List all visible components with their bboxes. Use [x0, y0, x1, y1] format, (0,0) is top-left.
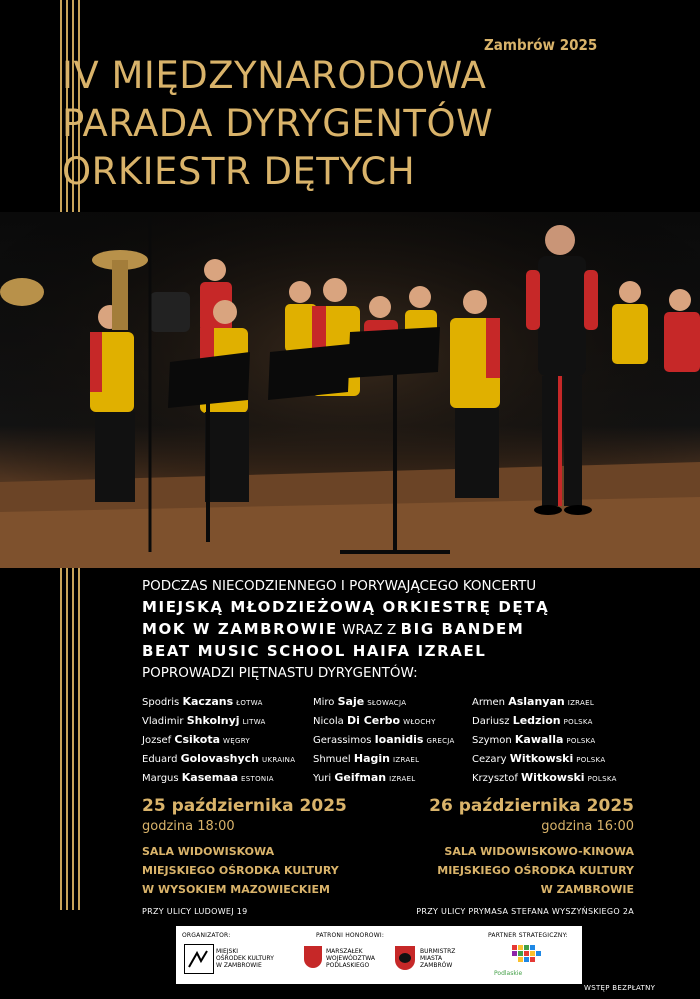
big-band-name: BIG BANDEM: [400, 620, 525, 638]
venue-street: PRZY ULICY LUDOWEJ 19: [142, 907, 248, 916]
conductors-column-1: [142, 693, 295, 788]
conductor-entry: [142, 769, 295, 788]
conductor-country: POLSKA: [566, 737, 596, 745]
conductors-column-2: [313, 693, 455, 788]
sponsors-footer: [176, 926, 582, 984]
event-wysokie: [142, 794, 347, 921]
conductor-entry: [142, 712, 295, 731]
title-line-1: IV MIĘDZYNARODOWA: [62, 54, 487, 97]
title-line-3: ORKIESTR DĘTYCH: [62, 150, 416, 193]
podlaskie-coat-of-arms-icon: [304, 946, 322, 968]
venue-line-3: W ZAMBROWIE: [540, 883, 634, 896]
venue-line-3: W WYSOKIEM MAZOWIECKIEM: [142, 883, 330, 896]
conductor-last-name: Ledzion: [512, 714, 561, 727]
conductor-entry: [472, 750, 617, 769]
conductor-first-name: Yuri: [313, 773, 335, 784]
conductor-entry: [142, 693, 295, 712]
conductor-first-name: Margus: [142, 773, 182, 784]
conductor-last-name: Csikota: [174, 733, 221, 746]
conductor-last-name: Hagin: [353, 752, 390, 765]
intro-line-3: [142, 619, 622, 641]
institution-name: MOK W ZAMBROWIE: [142, 620, 338, 638]
venue-street: PRZY ULICY PRYMASA STEFANA WYSZYŃSKIEGO 2A: [416, 907, 634, 916]
conductor-first-name: Jozsef: [142, 735, 175, 746]
venue-line-2: MIEJSKIEGO OŚRODKA KULTURY: [437, 864, 634, 877]
patron-2-name: BURMISTRZ MIASTA ZAMBRÓW: [420, 948, 456, 969]
organizer-name: MIEJSKI OŚRODEK KULTURY W ZAMBROWIE: [216, 948, 274, 969]
conductor-last-name: Shkolnyj: [186, 714, 240, 727]
conductor-first-name: Vladimir: [142, 716, 187, 727]
conductor-last-name: Witkowski: [521, 771, 585, 784]
conductor-country: WŁOCHY: [403, 718, 436, 726]
conductor-country: POLSKA: [587, 775, 617, 783]
intro-line-5: POPROWADZI PIĘTNASTU DYRYGENTÓW:: [142, 665, 418, 681]
conductor-entry: [313, 731, 455, 750]
venue-line-1: SALA WIDOWISKOWO-KINOWA: [444, 845, 634, 858]
venue-line-2: MIEJSKIEGO OŚRODKA KULTURY: [142, 864, 339, 877]
partner-name: Podlaskie: [494, 970, 523, 977]
conductor-entry: [472, 712, 617, 731]
conductor-country: UKRAINA: [262, 756, 296, 764]
conductor-entry: [472, 693, 617, 712]
event-date: 25 października 2025: [142, 796, 347, 816]
conductor-entry: [313, 693, 455, 712]
conductor-last-name: Witkowski: [509, 752, 574, 765]
conductor-entry: [142, 731, 295, 750]
intro-conjunction: WRAZ Z: [337, 622, 401, 638]
venue-line-1: SALA WIDOWISKOWA: [142, 845, 275, 858]
conductor-last-name: Geifman: [334, 771, 387, 784]
patron-1-name: MARSZAŁEK WOJEWÓDZTWA PODLASKIEGO: [326, 948, 375, 969]
conductor-first-name: Krzysztof: [472, 773, 522, 784]
poster-title: [62, 52, 493, 196]
conductor-country: SŁOWACJA: [367, 699, 407, 707]
event-zambrow: [416, 794, 634, 921]
conductor-first-name: Eduard: [142, 754, 181, 765]
event-hour: godzina 18:00: [142, 819, 235, 834]
title-line-2: PARADA DYRYGENTÓW: [62, 102, 494, 145]
event-date: 26 października 2025: [429, 796, 634, 816]
conductor-first-name: Shmuel: [313, 754, 354, 765]
conductor-country: IZRAEL: [389, 775, 416, 783]
podlaskie-logo: [492, 943, 552, 973]
conductor-country: LITWA: [242, 718, 266, 726]
conductor-country: IZRAEL: [567, 699, 595, 707]
organizer-label: ORGANIZATOR:: [182, 932, 231, 939]
conductor-first-name: Spodris: [142, 697, 183, 708]
conductor-last-name: Saje: [337, 695, 365, 708]
conductor-first-name: Szymon: [472, 735, 515, 746]
conductor-last-name: Kasemaa: [181, 771, 239, 784]
conductor-country: GRECJA: [426, 737, 455, 745]
conductor-first-name: Gerassimos: [313, 735, 375, 746]
conductor-entry: [313, 712, 455, 731]
conductor-entry: [142, 750, 295, 769]
event-hour: godzina 16:00: [541, 819, 634, 834]
conductor-first-name: Cezary: [472, 754, 510, 765]
intro-line-1: PODCZAS NIECODZIENNEGO I PORYWAJĄCEGO KONCERTU: [142, 578, 537, 594]
conductor-first-name: Nicola: [313, 716, 347, 727]
conductor-country: POLSKA: [563, 718, 593, 726]
conductor-last-name: Aslanyan: [508, 695, 565, 708]
zambrow-coat-of-arms-icon: [395, 946, 415, 970]
conductor-first-name: Miro: [313, 697, 338, 708]
intro-line-4: [142, 641, 622, 663]
conductor-last-name: Kawalla: [514, 733, 564, 746]
conductor-country: POLSKA: [576, 756, 606, 764]
school-name: BEAT MUSIC SCHOOL HAIFA IZRAEL: [142, 642, 487, 660]
conductor-entry: [313, 769, 455, 788]
conductor-entry: [313, 750, 455, 769]
orchestra-name: MIEJSKĄ MŁODZIEŻOWĄ ORKIESTRĘ DĘTĄ: [142, 598, 550, 616]
conductor-last-name: Kaczans: [182, 695, 234, 708]
conductor-country: ŁOTWA: [236, 699, 263, 707]
free-entry-note: WSTĘP BEZPŁATNY: [584, 984, 656, 992]
orchestra-photo: [0, 212, 700, 568]
conductor-last-name: Ioanidis: [374, 733, 424, 746]
conductor-entry: [472, 731, 617, 750]
intro-line-2: [142, 597, 622, 619]
patrons-label: PATRONI HONOROWI:: [316, 932, 385, 939]
conductor-country: ESTONIA: [241, 775, 274, 783]
conductor-first-name: Dariusz: [472, 716, 513, 727]
partner-label: PARTNER STRATEGICZNY:: [488, 932, 568, 939]
conductor-country: WĘGRY: [223, 737, 251, 745]
conductor-first-name: Armen: [472, 697, 509, 708]
conductor-last-name: Di Cerbo: [346, 714, 401, 727]
mok-logo: [184, 944, 214, 974]
conductor-country: IZRAEL: [392, 756, 420, 764]
event-year: Zambrów 2025: [484, 36, 598, 54]
conductor-last-name: Golovashych: [180, 752, 260, 765]
conductor-entry: [472, 769, 617, 788]
conductors-column-3: [472, 693, 617, 788]
